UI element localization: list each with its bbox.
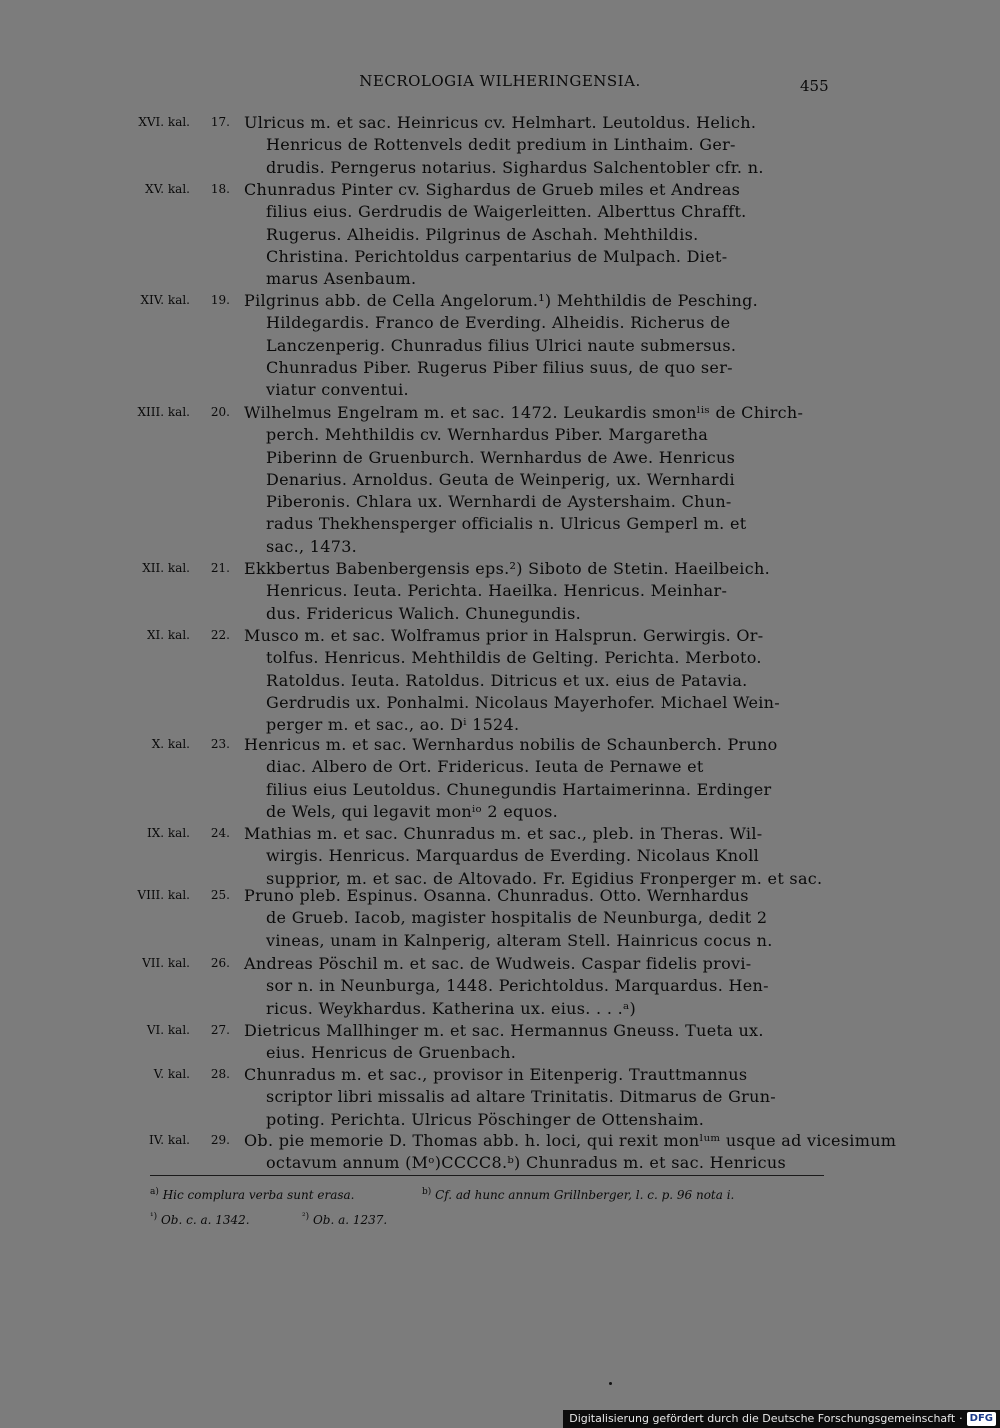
kalend-date: X. kal.	[151, 737, 190, 751]
entry-line: Rugerus. Alheidis. Pilgrinus de Aschah. Mehthildis.	[266, 224, 699, 244]
kalend-date: XIII. kal.	[137, 405, 190, 419]
entry-line: Piberinn de Gruenburch. Wernhardus de Awe. Henricus	[266, 447, 736, 467]
entry-line: radus Thekhensperger officialis n. Ulricus Gemperl m. et	[266, 514, 747, 534]
footnote-b-mark: b)	[422, 1187, 432, 1197]
entry-text	[244, 953, 834, 1020]
running-title: NECROLOGIA WILHERINGENSIA.	[359, 72, 641, 90]
day-number: 23.	[210, 737, 230, 751]
page-number: 455	[800, 77, 829, 95]
entry-line: drudis. Perngerus notarius. Sighardus Salchentobler cfr. n.	[266, 157, 764, 177]
entry-text	[244, 625, 834, 736]
entry-line: de Grueb. Iacob, magister hospitalis de Neunburga, dedit 2	[266, 908, 768, 928]
scan-speck	[609, 1382, 612, 1385]
kalend-date: IV. kal.	[148, 1133, 190, 1147]
entry-line: diac. Albero de Ort. Fridericus. Ieuta de Pernawe et	[266, 757, 704, 777]
entry-line: viatur conventui.	[266, 380, 409, 400]
entry-text	[244, 823, 834, 890]
entry-line: Hildegardis. Franco de Everding. Alheidis. Richerus de	[266, 313, 731, 333]
day-number: 26.	[210, 956, 230, 970]
kalend-date: XV. kal.	[145, 182, 190, 196]
kalend-date: VI. kal.	[146, 1023, 190, 1037]
entry-line: de Wels, qui legavit monⁱᵒ 2 equos.	[266, 801, 558, 821]
footnote-1-text: Ob. c. a. 1342.	[160, 1213, 250, 1227]
kalend-date: XI. kal.	[147, 628, 190, 642]
entry-line: Ob. pie memorie D. Thomas abb. h. loci, qui rexit monˡᵘᵐ usque ad vicesimum	[244, 1131, 897, 1150]
entry-text	[244, 885, 834, 952]
footnote-b-text: Cf. ad hunc annum Grillnberger, l. c. p. 96 nota i.	[435, 1188, 735, 1202]
entry-line: Andreas Pöschil m. et sac. de Wudweis. Caspar fidelis provi-	[244, 954, 752, 973]
entry-line: Dietricus Mallhinger m. et sac. Hermannus Gneuss. Tueta ux.	[244, 1021, 764, 1040]
entry-text	[244, 290, 834, 401]
kalend-date: IX. kal.	[147, 826, 190, 840]
footnote-1	[150, 1212, 250, 1227]
entry-line: Chunradus m. et sac., provisor in Eitenperig. Trauttmannus	[244, 1065, 748, 1084]
dfg-logo: DFG	[967, 1412, 996, 1426]
entry-line: vineas, unam in Kalnperig, alteram Stell. Hainricus cocus n.	[266, 930, 773, 950]
entry-line: Chunradus Pinter cv. Sighardus de Grueb miles et Andreas	[244, 180, 741, 199]
footnote-a	[150, 1187, 354, 1202]
entry-line: Chunradus Piber. Rugerus Piber filius suus, de quo ser-	[266, 357, 733, 377]
entry-line: poting. Perichta. Ulricus Pöschinger de Ottenshaim.	[266, 1109, 705, 1129]
kalend-date: VII. kal.	[142, 956, 190, 970]
day-number: 19.	[210, 293, 230, 307]
entry-line: Lanczenperig. Chunradus filius Ulrici naute submersus.	[266, 335, 737, 355]
day-number: 25.	[210, 888, 230, 902]
entry-line: Henricus de Rottenvels dedit predium in Linthaim. Ger-	[266, 135, 736, 155]
entry-line: tolfus. Henricus. Mehthildis de Gelting. Perichta. Merboto.	[266, 648, 762, 668]
kalend-date: XVI. kal.	[138, 115, 190, 129]
entry-line: eius. Henricus de Gruenbach.	[266, 1043, 517, 1063]
entry-text	[244, 558, 834, 625]
footnote-1-mark: ¹)	[150, 1212, 158, 1222]
entry-line: Musco m. et sac. Wolframus prior in Halsprun. Gerwirgis. Or-	[244, 626, 764, 645]
day-number: 28.	[210, 1067, 230, 1081]
day-number: 22.	[210, 628, 230, 642]
entry-line: perch. Mehthildis cv. Wernhardus Piber. Margaretha	[266, 425, 709, 445]
entry-line: Henricus. Ieuta. Perichta. Haeilka. Henricus. Meinhar-	[266, 581, 728, 601]
entry-line: Gerdrudis ux. Ponhalmi. Nicolaus Mayerhofer. Michael Wein-	[266, 692, 780, 712]
footnote-2	[302, 1212, 387, 1227]
entry-line: Henricus m. et sac. Wernhardus nobilis de Schaunberch. Pruno	[244, 735, 778, 754]
separator-dot: ·	[959, 1412, 963, 1425]
footnote-a-mark: a)	[150, 1187, 159, 1197]
entry-line: marus Asenbaum.	[266, 269, 417, 289]
entry-text	[244, 1130, 897, 1175]
entry-text	[244, 179, 834, 290]
footnote-2-text: Ob. a. 1237.	[312, 1213, 388, 1227]
entry-line: Ulricus m. et sac. Heinricus cv. Helmhart. Leutoldus. Helich.	[244, 113, 757, 132]
footnote-b	[422, 1187, 734, 1202]
entry-line: ricus. Weykhardus. Katherina ux. eius. . . .ᵃ)	[266, 998, 636, 1018]
day-number: 27.	[210, 1023, 230, 1037]
entry-line: Ekkbertus Babenbergensis eps.²) Siboto de Stetin. Haeilbeich.	[244, 559, 770, 578]
entry-line: filius eius. Gerdrudis de Waigerleitten. Alberttus Chrafft.	[266, 202, 747, 222]
entry-line: Ratoldus. Ieuta. Ratoldus. Ditricus et ux. eius de Patavia.	[266, 670, 748, 690]
entry-line: Mathias m. et sac. Chunradus m. et sac., pleb. in Theras. Wil-	[244, 824, 763, 843]
entry-line: sac., 1473.	[266, 536, 358, 556]
dfg-credit-bar	[563, 1410, 1000, 1428]
entry-line: dus. Fridericus Walich. Chunegundis.	[266, 603, 582, 623]
kalend-date: XII. kal.	[142, 561, 190, 575]
entry-text	[244, 402, 834, 558]
day-number: 18.	[210, 182, 230, 196]
entry-line: perger m. et sac., ao. Dⁱ 1524.	[266, 715, 520, 735]
entry-line: wirgis. Henricus. Marquardus de Everding. Nicolaus Knoll	[266, 846, 760, 866]
entry-line: sor n. in Neunburga, 1448. Perichtoldus. Marquardus. Hen-	[266, 976, 769, 996]
footnote-a-text: Hic complura verba sunt erasa.	[162, 1188, 355, 1202]
entry-text	[244, 1064, 834, 1131]
entry-line: Pruno pleb. Espinus. Osanna. Chunradus. Otto. Wernhardus	[244, 886, 749, 905]
day-number: 21.	[210, 561, 230, 575]
entry-line: filius eius Leutoldus. Chunegundis Hartaimerinna. Erdinger	[266, 779, 772, 799]
entry-text	[244, 1020, 834, 1065]
footnote-2-mark: ²)	[302, 1212, 310, 1222]
day-number: 20.	[210, 405, 230, 419]
entry-text	[244, 112, 834, 179]
dfg-credit-text: Digitalisierung gefördert durch die Deutsche Forschungsgemeinschaft	[569, 1412, 956, 1425]
entry-line: Pilgrinus abb. de Cella Angelorum.¹) Mehthildis de Pesching.	[244, 291, 759, 310]
day-number: 17.	[210, 115, 230, 129]
entry-line: octavum annum (Mᵒ)CCCC8.ᵇ) Chunradus m. et sac. Henricus	[266, 1153, 787, 1173]
entry-line: Denarius. Arnoldus. Geuta de Weinperig, ux. Wernhardi	[266, 469, 735, 489]
entry-line: supprior, m. et sac. de Altovado. Fr. Egidius Fronperger m. et sac.	[266, 868, 823, 888]
kalend-date: VIII. kal.	[137, 888, 190, 902]
entry-line: scriptor libri missalis ad altare Trinitatis. Ditmarus de Grun-	[266, 1087, 777, 1107]
kalend-date: V. kal.	[153, 1067, 190, 1081]
day-number: 24.	[210, 826, 230, 840]
entry-line: Wilhelmus Engelram m. et sac. 1472. Leukardis smonˡⁱˢ de Chirch-	[244, 403, 804, 422]
kalend-date: XIV. kal.	[140, 293, 190, 307]
entry-line: Piberonis. Chlara ux. Wernhardi de Aystershaim. Chun-	[266, 492, 732, 512]
day-number: 29.	[210, 1133, 230, 1147]
entry-text	[244, 734, 834, 823]
footnote-rule	[150, 1175, 824, 1176]
entry-line: Christina. Perichtoldus carpentarius de Mulpach. Diet-	[266, 246, 728, 266]
